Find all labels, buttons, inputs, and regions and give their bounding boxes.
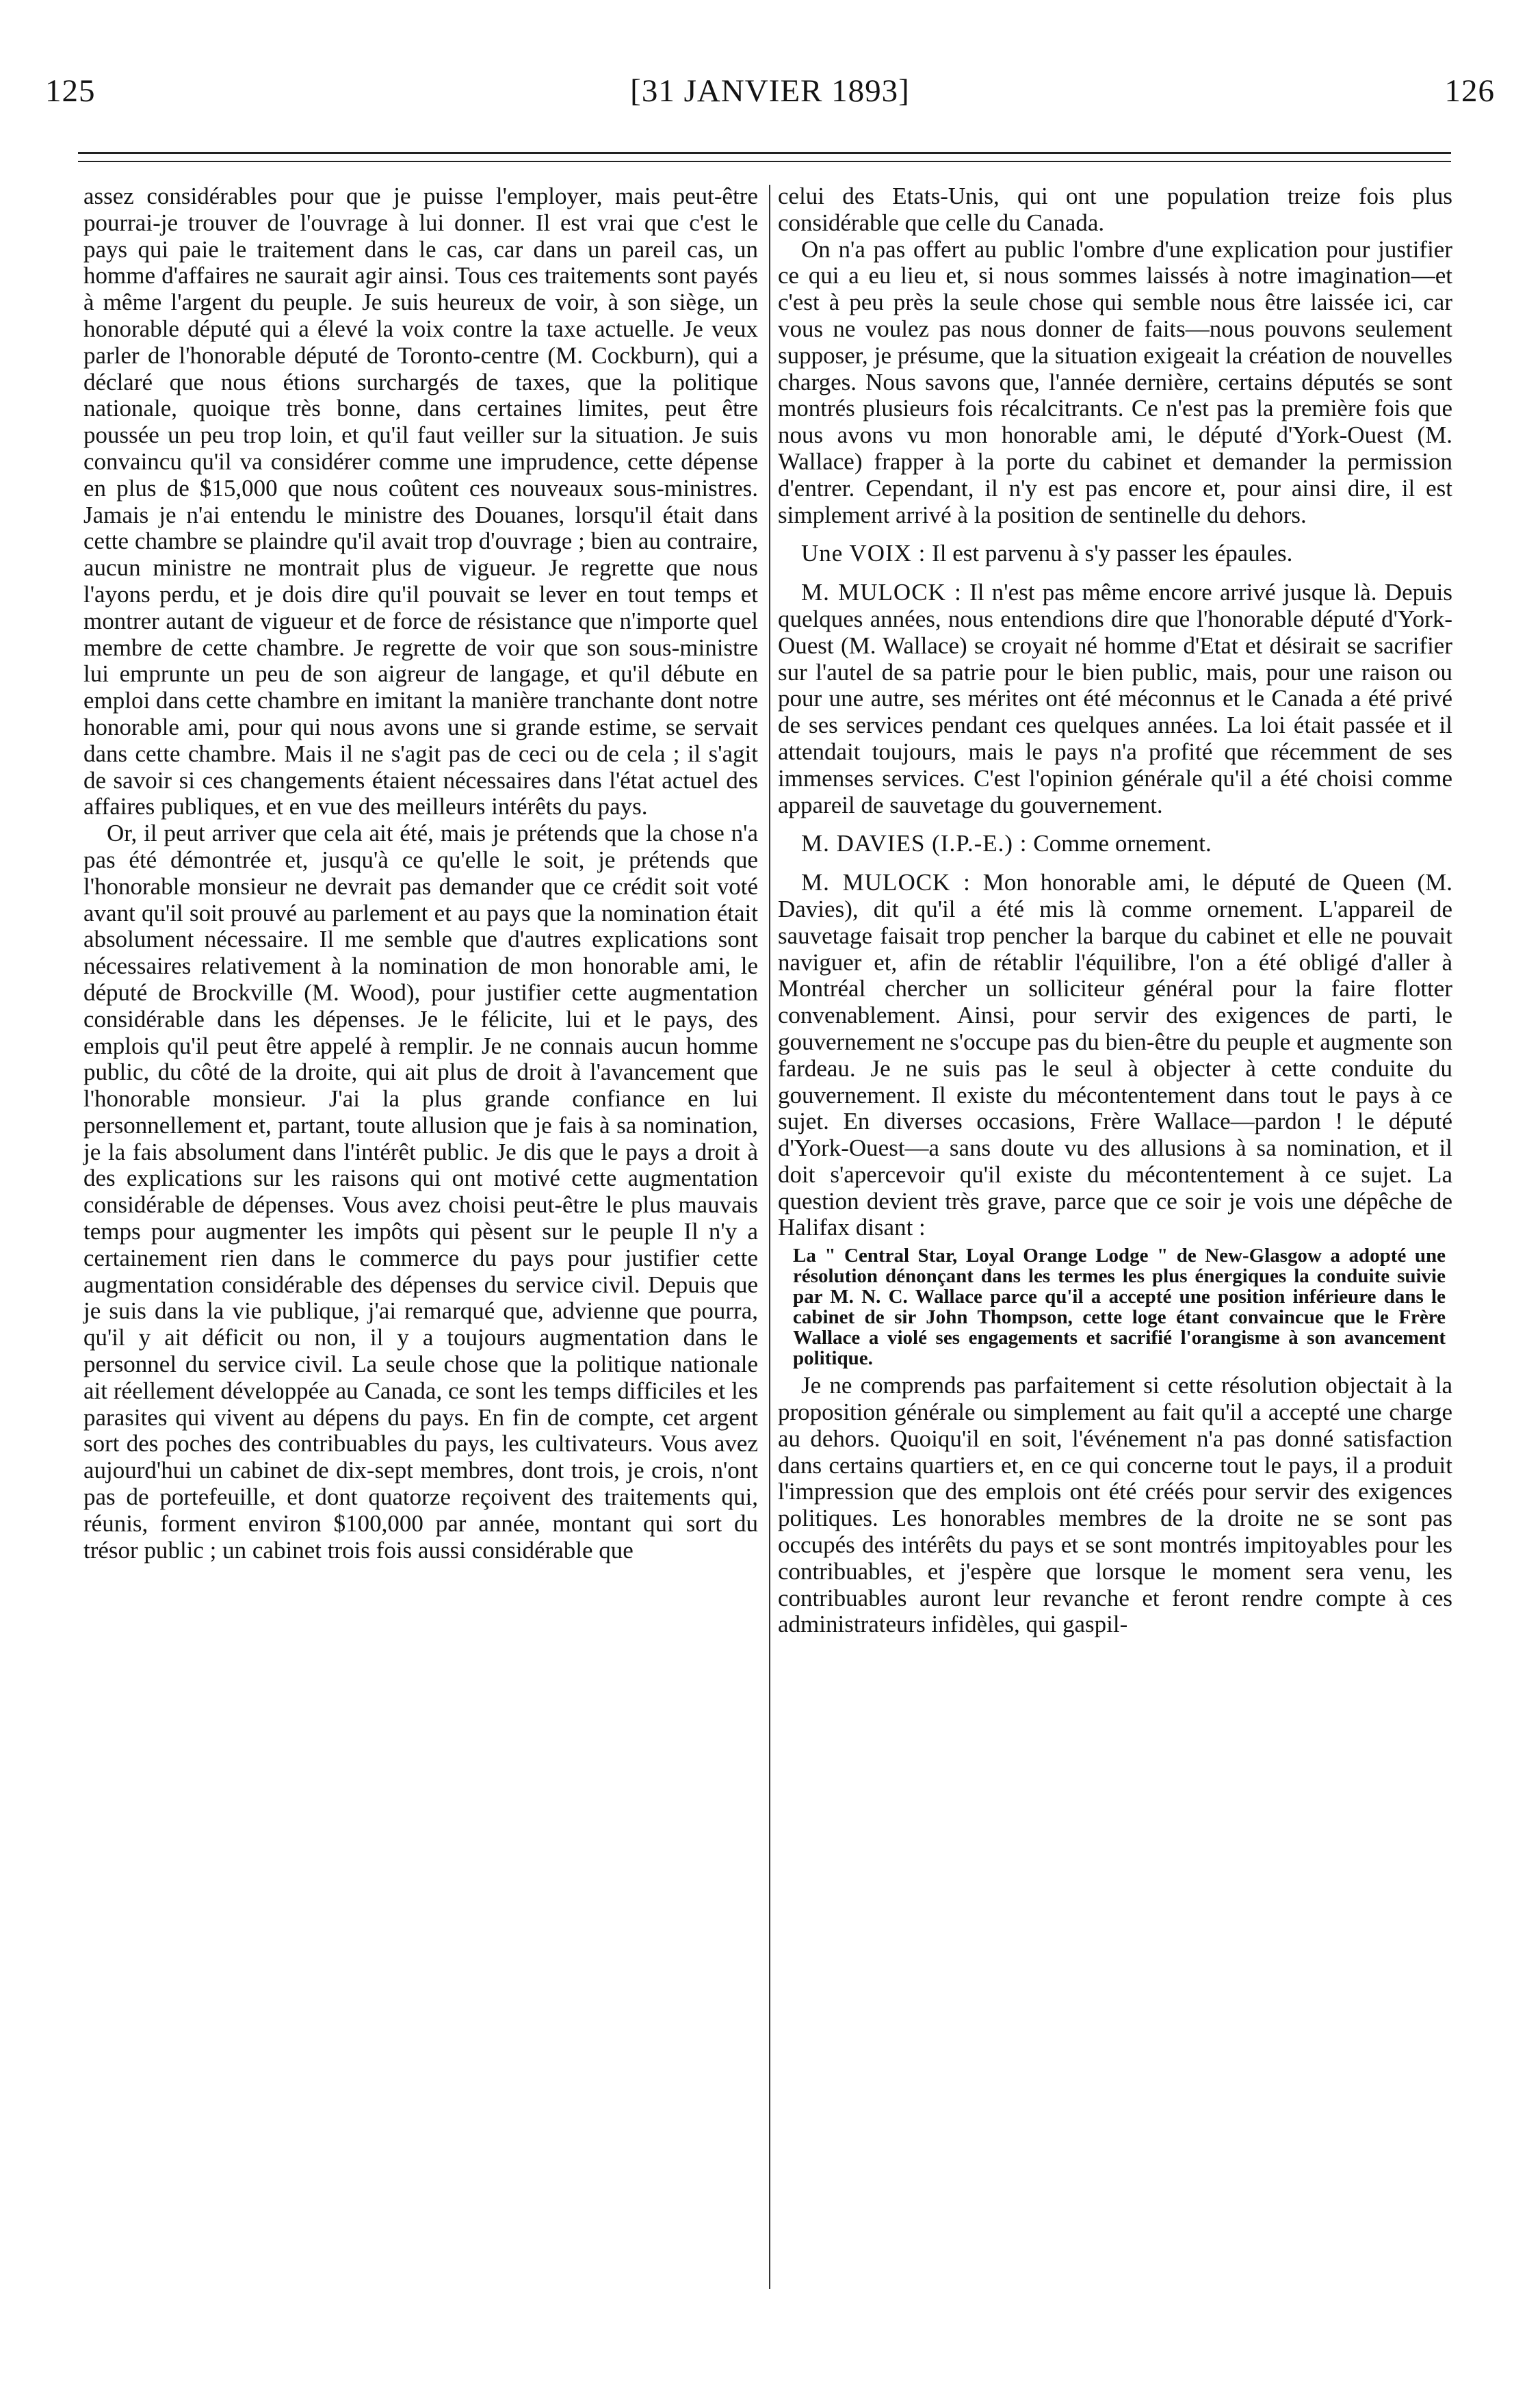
right-paragraph-final: Je ne comprends pas parfaitement si cette résolution objectait à la proposition générale ou simplement au fait qu'il a accepté une charge au dehors. Quoiqu'il en soit, l'événement n'a pas donné satisfaction dans certains quartiers et, en ce qui concerne tout le pays, il a produit l'impression que des emplois ont été créés pour servir des exigences politiques. Les honorables membres de la droite ne se sont pas occupés des intérêts du pays et se sont montrés impitoyables pour les contribuables, et j'espère que lorsque le moment sera venu, les contribuables auront leur revanche et feront rendre compte à ces administrateurs infidèles, qui gaspil- xyxy=(778,1372,1452,1638)
speech-text: Mon honorable ami, le député de Queen (M. Davies), dit qu'il a été mis là comme ornement. L'appareil de sauvetage faisait trop pencher la barque du cabinet et elle ne pouvait naviguer et, afin de rétablir l'équilibre, l'on a été obligé d'aller à Montréal chercher un solliciteur général pour la faire flotter convenablement. Ainsi, pour servir des exigences de parti, le gouvernement ne s'occupe pas du bien-être du peuple et augmente son fardeau. Je ne suis pas le seul à objecter à cette conduite du gouvernement. Il existe du mécontentement dans tout le pays à ce sujet. En diverses occasions, Frère Wallace—pardon ! le député d'York-Ouest—a sans doute vu des allusions à sa nomination, et il doit s'apercevoir qu'il existe du mécontentement à ce sujet. La question devient très grave, parce que ce soir je vois une dépêche de Halifax disant : xyxy=(778,869,1452,1241)
speech-text: Comme ornement. xyxy=(1027,830,1212,857)
speech-davies xyxy=(778,831,1452,857)
speech-une-voix xyxy=(778,541,1452,567)
right-column xyxy=(778,183,1452,1638)
speaker-name: Une VOIX : xyxy=(801,540,926,567)
header-date-title: [31 JANVIER 1893] xyxy=(630,73,910,109)
speaker-name: M. MULOCK : xyxy=(801,579,962,606)
header-rule-bottom xyxy=(78,161,1451,162)
speech-text: Il est parvenu à s'y passer les épaules. xyxy=(926,540,1293,567)
header-rule-top xyxy=(78,152,1451,154)
left-paragraph-1: assez considérables pour que je puisse l'employer, mais peut-être pourrai-je trouver de l'ouvrage à lui donner. Il est vrai que c'est le pays qui paie le traitement dans le cas, car dans un pareil cas, un homme d'affaires ne saurait agir ainsi. Tous ces traitements sont payés à même l'argent du peuple. Je suis heureux de voir, à son siège, un honorable député qui a élevé la voix contre la taxe actuelle. Je veux parler de l'honorable député de Toronto-centre (M. Cockburn), qui a déclaré que nous étions surchargés de taxes, que la politique nationale, quoique très bonne, dans certaines limites, peut être poussée un peu trop loin, et qu'il faut veiller sur la situation. Je suis convaincu qu'il va considérer comme une imprudence, cette dépense en plus de $15,000 que nous coûtent ces nouveaux sous-ministres. Jamais je n'ai entendu le ministre des Douanes, lorsqu'il était dans cette chambre se plaindre qu'il avait trop d'ouvrage ; bien au contraire, aucun ministre ne montrait plus de vigueur. Je regrette que nous l'ayons perdu, et je dois dire qu'il pouvait se lever en tout temps et montrer autant de vigueur et de force de résistance que n'importe quel membre de cette chambre. Je regrette de voir que son sous-ministre lui emprunte un peu de son aigreur de langage, et qu'il débute en emploi dans cette chambre en imitant la manière tranchante dont notre honorable ami, pour qui nous avons une si grande estime, se servait dans cette chambre. Mais il ne s'agit pas de ceci ou de cela ; il s'agit de savoir si ces changements étaient nécessaires dans l'état actuel des affaires publiques, et en vue des meilleurs intérêts du pays. xyxy=(83,183,758,820)
left-paragraph-2: Or, il peut arriver que cela ait été, mais je prétends que la chose n'a pas été démontrée et, jusqu'à ce qu'elle le soit, je prétends que l'honorable monsieur ne devrait pas demander que ce crédit soit voté avant qu'il soit prouvé au parlement et au pays que la nomination était absolument nécessaire. Il me semble que d'autres explications sont nécessaires relativement à la nomination de mon honorable ami, le député de Brockville (M. Wood), pour justifier cette augmentation considérable dans les dépenses. Je le félicite, lui et le pays, des emplois qu'il peut être appelé à remplir. Je ne connais aucun homme public, du côté de la droite, qui ait plus de droit à l'avancement que l'honorable monsieur. J'ai la plus grande confiance en lui personnellement et, partant, toute allusion que je fais à sa nomination, je la fais absolument dans l'intérêt public. Je dis que le pays a droit à des explications sur les raisons qui ont motivé cette augmentation considérable de dépenses. Vous avez choisi peut-être le plus mauvais temps pour augmenter les impôts qui pèsent sur le peuple Il n'y a certainement rien dans le commerce du pays pour justifier cette augmentation considérable des dépenses du service civil. Depuis que je suis dans la vie publique, j'ai remarqué que, advienne que pourra, qu'il y ait déficit ou non, il y a toujours augmentation dans le personnel du service civil. La seule chose que la politique nationale ait réellement développée au Canada, ce sont les temps difficiles et les parasites qui vivent au dépens du pays. En fin de compte, cet argent sort des poches des contribuables du pays, les cultivateurs. Vous avez aujourd'hui un cabinet de dix-sept membres, dont trois, je crois, n'ont pas de portefeuille, et dont quatorze reçoivent des traitements qui, réunis, forment environ $100,000 par année, montant qui sort du trésor public ; un cabinet trois fois aussi considérable que xyxy=(83,820,758,1564)
column-divider xyxy=(769,185,770,2289)
speech-text: Il n'est pas même encore arrivé jusque là. Depuis quelques années, nous entendions dire que l'honorable député d'York-Ouest (M. Wallace) se croyait né homme d'Etat et désirait se sacrifier sur l'autel de sa patrie pour le bien public, mais, pour une raison ou pour une autre, ses mérites ont été méconnus et le Canada a été privé de ses services pendant ces quelques années. La loi était passée et il attendait toujours, mais le pays n'a profité que récemment de ses immenses services. C'est l'opinion générale qu'il a été choisi comme appareil de sauvetage du gouvernement. xyxy=(778,579,1452,818)
right-paragraph-2: On n'a pas offert au public l'ombre d'une explication pour justifier ce qui a eu lieu et, si nous sommes laissés à notre imagination—et c'est à peu près la seule chose qui semble nous être laissée ici, car vous ne voulez pas nous donner de faits—nous pouvons seulement supposer, je présume, que la situation exigeait la création de nouvelles charges. Nous savons que, l'année dernière, certains députés se sont montrés plusieurs fois récalcitrants. Ce n'est pas la première fois que nous avons vu mon honorable ami, le député d'York-Ouest (M. Wallace) frapper à la porte du cabinet et demander la permission d'entrer. Cependant, il n'y est pas encore et, pour ainsi dire, il est simplement arrivé à la position de sentinelle du dehors. xyxy=(778,235,1452,528)
right-paragraph-1: celui des Etats-Unis, qui ont une population treize fois plus considérable que celle du Canada. xyxy=(778,183,1452,236)
halifax-dispatch-quote: La " Central Star, Loyal Orange Lodge " de New-Glasgow a adopté une résolution dénonçant dans les termes les plus énergiques la conduite suivie par M. N. C. Wallace parce qu'il a accepté une position inférieure dans le cabinet de sir John Thompson, cette loge étant convaincue que le Frère Wallace a violé ses engagements et sacrifié l'orangisme à son avancement politique. xyxy=(793,1245,1446,1370)
speaker-name: M. DAVIES (I.P.-E.) : xyxy=(801,830,1028,857)
page-number-left: 125 xyxy=(45,73,96,109)
page-number-right: 126 xyxy=(1444,73,1495,109)
left-column xyxy=(83,183,758,1564)
speech-mulock-2 xyxy=(778,870,1452,1241)
speaker-name: M. MULOCK : xyxy=(801,869,971,896)
speech-mulock-1 xyxy=(778,580,1452,818)
page-header xyxy=(45,73,1495,114)
